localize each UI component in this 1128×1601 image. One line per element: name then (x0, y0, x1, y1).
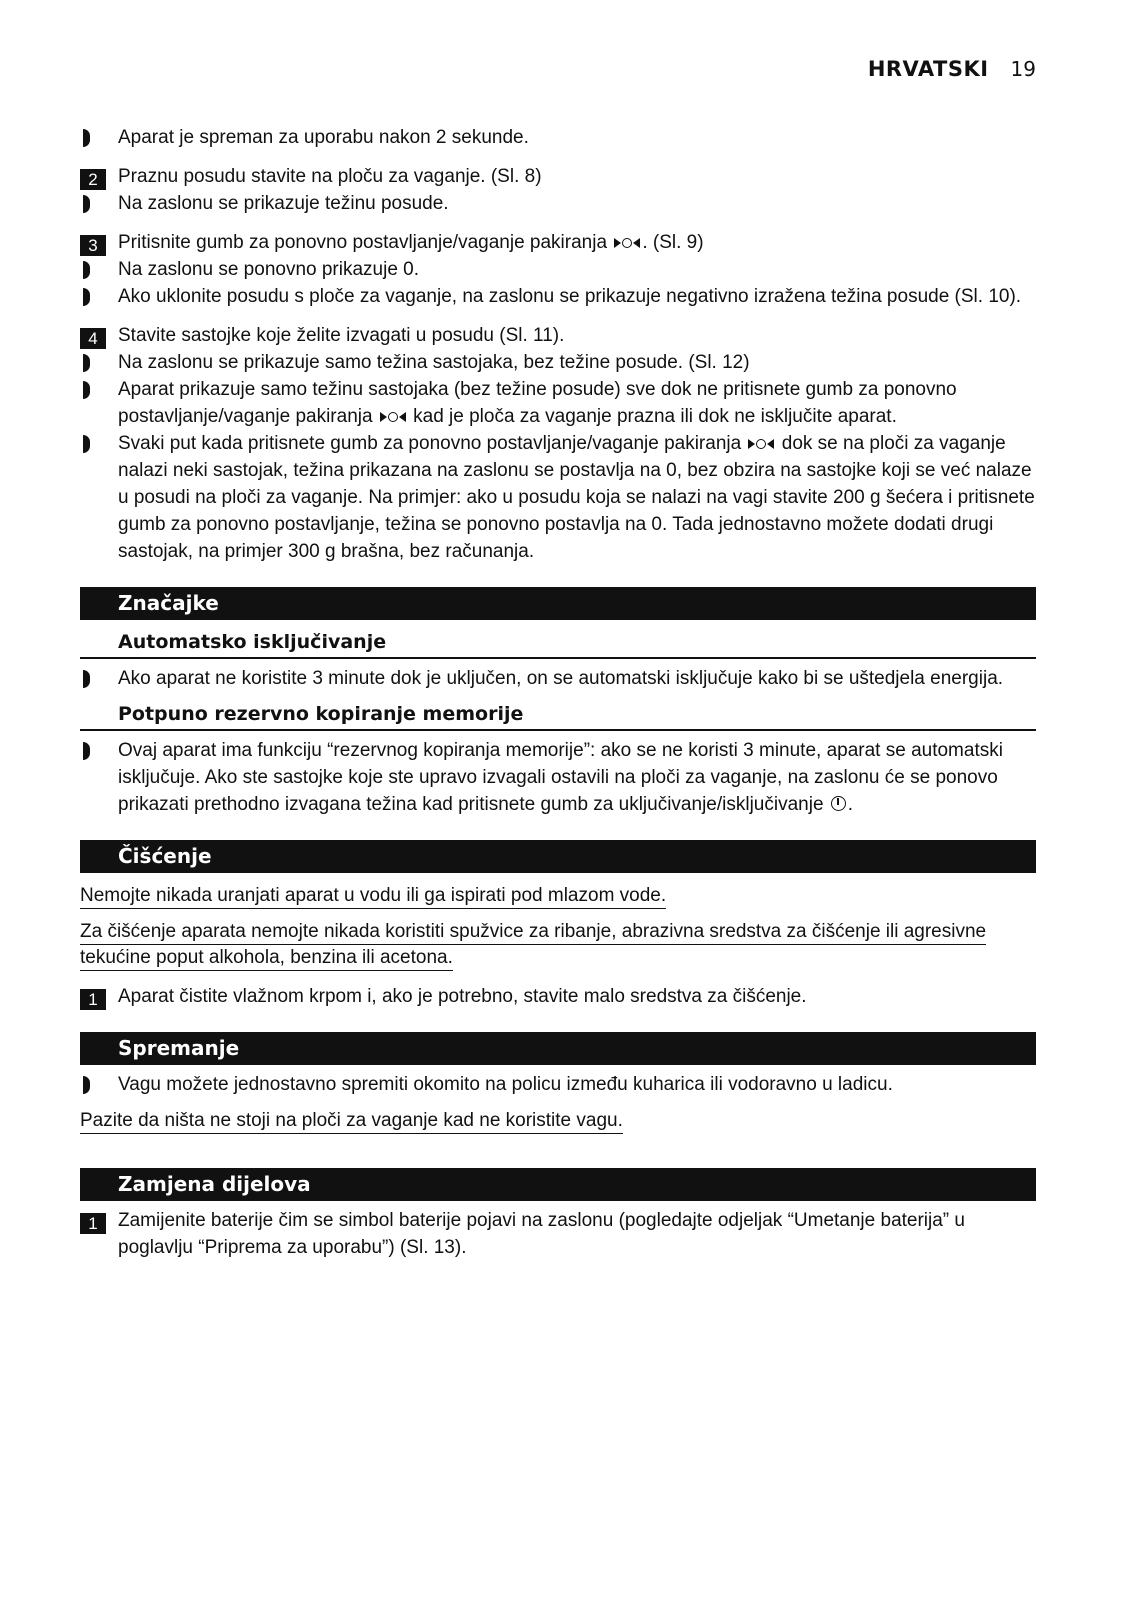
section-heading-znacajke: Značajke (80, 587, 1036, 620)
bullet-icon (83, 129, 90, 147)
bullet-icon (83, 742, 90, 760)
bullet-icon (83, 354, 90, 372)
step-text: Praznu posudu stavite na ploču za vaganje. (Sl. 8) (118, 166, 542, 187)
step-number: 4 (80, 328, 106, 349)
bullet-text-end: . (847, 794, 854, 815)
step-text: Zamijenite baterije čim se simbol baterije pojavi na zaslonu (pogledajte odjeljak “Umetanje baterija” u poglavlju “Priprema za uporabu”) (Sl. 13). (118, 1210, 965, 1258)
bullet-item (80, 665, 1036, 692)
bullet-text: Ako uklonite posudu s ploče za vaganje, na zaslonu se prikazuje negativno izražena težina posude (Sl. 10). (118, 286, 1022, 307)
step-text: Aparat čistite vlažnom krpom i, ako je potrebno, stavite malo sredstva za čišćenje. (118, 986, 807, 1007)
warning-text-content: Nemojte nikada uranjati aparat u vodu ili ga ispirati pod mlazom vode. (80, 885, 666, 909)
language-label: HRVATSKI (867, 57, 989, 81)
page-content (80, 124, 1036, 1261)
warning-text (80, 919, 1036, 971)
bullet-item (80, 430, 1036, 565)
subheading-memory-backup: Potpuno rezervno kopiranje memorije (80, 700, 1036, 731)
step-item (80, 322, 1036, 349)
step-number: 2 (80, 169, 106, 190)
bullet-item (80, 124, 1036, 151)
step-text-end: . (Sl. 9) (642, 232, 704, 253)
step-number: 1 (80, 989, 106, 1010)
page-number: 19 (1010, 57, 1036, 81)
bullet-text: Vagu možete jednostavno spremiti okomito na policu između kuharica ili vodoravno u ladicu. (118, 1074, 893, 1095)
bullet-icon (83, 670, 90, 688)
bullet-icon (83, 435, 90, 453)
tare-icon (614, 238, 640, 248)
bullet-icon (83, 195, 90, 213)
bullet-item (80, 349, 1036, 376)
bullet-item (80, 1071, 1036, 1098)
bullet-icon (83, 261, 90, 279)
step-item (80, 163, 1036, 190)
bullet-item (80, 283, 1036, 310)
bullet-item (80, 190, 1036, 217)
bullet-icon (83, 288, 90, 306)
warning-text-content: Pazite da ništa ne stoji na ploči za vaganje kad ne koristite vagu. (80, 1110, 623, 1134)
step-item (80, 983, 1036, 1010)
step-item (80, 1207, 1036, 1261)
warning-text (80, 883, 1036, 909)
bullet-text: Ovaj aparat ima funkciju “rezervnog kopiranja memorije”: ako se ne koristi 3 minute, aparat se automatski isključuje. Ako ste sastojke koje ste upravo izvagali ostavili na ploči za vaganje, na zaslonu će se ponovo prikazati prethodno izvagana težina kad pritisnete gumb za uključivanje/isključivanje (118, 740, 1003, 815)
step-text: Pritisnite gumb za ponovno postavljanje/vaganje pakiranja (118, 232, 608, 253)
bullet-item (80, 737, 1036, 818)
step-item (80, 229, 1036, 256)
bullet-text: Svaki put kada pritisnete gumb za ponovno postavljanje/vaganje pakiranja (118, 433, 742, 454)
bullet-text: Na zaslonu se ponovno prikazuje 0. (118, 259, 420, 280)
bullet-icon (83, 381, 90, 399)
step-number: 1 (80, 1213, 106, 1234)
section-heading-ciscenje: Čišćenje (80, 840, 1036, 873)
tare-icon (380, 412, 406, 422)
step-text: Stavite sastojke koje želite izvagati u posudu (Sl. 11). (118, 325, 565, 346)
bullet-item (80, 256, 1036, 283)
bullet-text-end: kad je ploča za vaganje prazna ili dok ne isključite aparat. (413, 406, 897, 427)
bullet-text-end: dok se na ploči za vaganje nalazi neki sastojak, težina prikazana na zaslonu se postavlja na 0, bez obzira na sastojke koji se već nalaze u posudi na ploči za vaganje. Na primjer: ako u posudu koja se nalazi na vagi stavite 200 g šećera i pritisnete gumb za ponovno postavljanje, težina se ponovno postavlja na 0. Tada jednostavno možete dodati drugi sastojak, na primjer 300 g brašna, bez računanja. (118, 433, 1035, 562)
warning-text (80, 1108, 1036, 1134)
section-heading-zamjena: Zamjena dijelova (80, 1168, 1036, 1201)
bullet-text: Aparat je spreman za uporabu nakon 2 sekunde. (118, 127, 529, 148)
bullet-text: Na zaslonu se prikazuje samo težina sastojaka, bez težine posude. (Sl. 12) (118, 352, 750, 373)
bullet-text: Ako aparat ne koristite 3 minute dok je uključen, on se automatski isključuje kako bi se uštedjela energija. (118, 668, 1004, 689)
bullet-text: Aparat prikazuje samo težinu sastojaka (bez težine posude) sve dok ne pritisnete gumb za ponovno postavljanje/vaganje pakiranja (118, 379, 957, 427)
bullet-text: Na zaslonu se prikazuje težinu posude. (118, 193, 449, 214)
step-number: 3 (80, 235, 106, 256)
bullet-icon (83, 1076, 90, 1094)
bullet-item (80, 376, 1036, 430)
section-heading-spremanje: Spremanje (80, 1032, 1036, 1065)
power-icon (831, 796, 846, 811)
page-header (868, 57, 1036, 81)
subheading-auto-off: Automatsko isključivanje (80, 628, 1036, 659)
warning-text-content: Za čišćenje aparata nemojte nikada koristiti spužvice za ribanje, abrazivna sredstva za čišćenje ili agresivne tekućine poput alkohola, benzina ili acetona. (80, 921, 986, 971)
tare-icon (748, 439, 774, 449)
